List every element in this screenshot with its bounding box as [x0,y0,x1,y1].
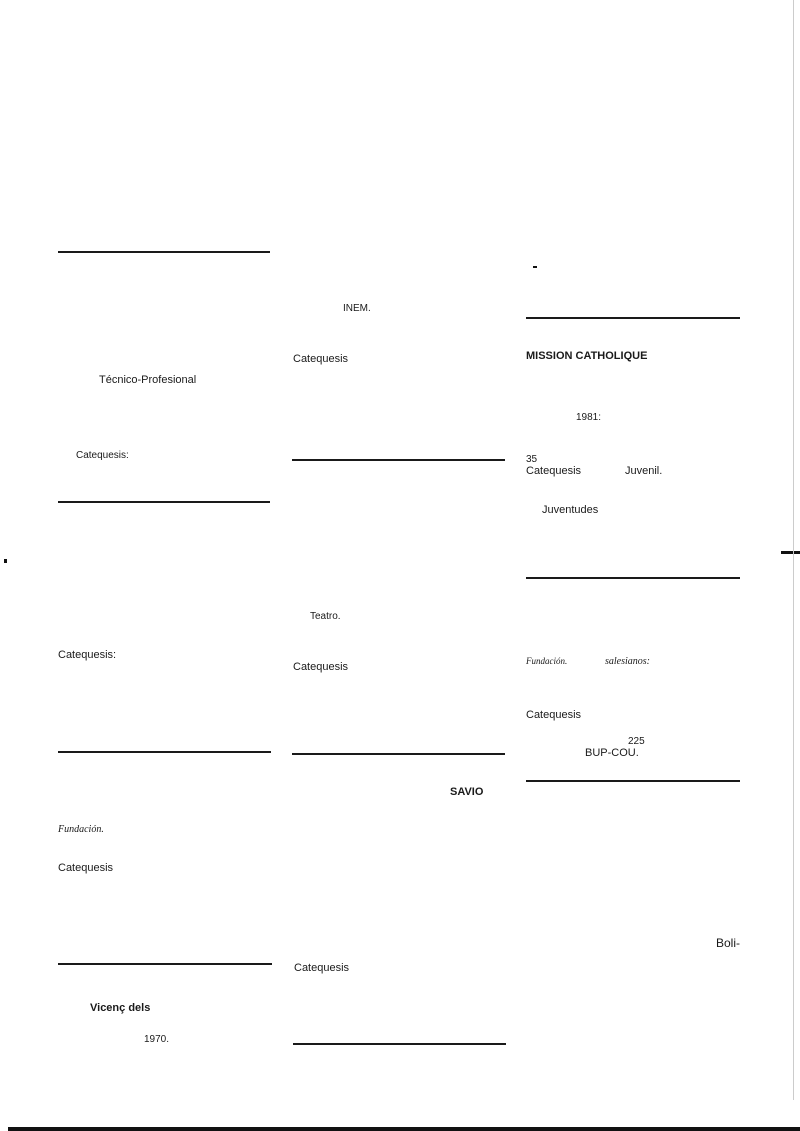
divider-rule [292,459,505,461]
year-1970-text: 1970. [144,1034,170,1045]
number-225-text: 225 [628,736,645,747]
divider-rule [58,251,270,253]
divider-rule [58,501,270,503]
divider-rule [526,317,740,319]
teatro-text: Teatro. [310,611,341,622]
right-scan-edge [793,0,794,1100]
catequesis-text: Catequesis [293,353,349,365]
bottom-border-rule [8,1127,800,1131]
year-1981-text: 1981: [576,412,602,423]
vicenc-dels-heading: Vicenç dels [90,1002,151,1014]
inem-text: INEM. [343,303,371,314]
mission-catholique-heading: MISSION CATHOLIQUE [526,350,648,362]
boli-text: Boli- [716,936,741,950]
fundacion-text: Fundación. [526,656,568,666]
bup-cou-text: BUP-COU. [585,747,639,759]
stray-mark [533,266,537,268]
divider-rule [58,963,272,965]
catequesis-text: Catequesis: [58,649,117,661]
catequesis-text: Catequesis [294,962,350,974]
right-edge-mark [781,551,800,554]
number-35-text: 35 [526,454,538,465]
tecnico-profesional-text: Técnico-Profesional [99,374,197,386]
fundacion-text: Fundación. [58,824,104,835]
catequesis-text: Catequesis [526,709,582,721]
catequesis-text: Catequesis [58,862,114,874]
savio-heading: SAVIO [450,786,484,798]
divider-rule [292,753,505,755]
juvenil-text: Juvenil. [625,465,663,477]
catequesis-text: Catequesis [526,465,582,477]
catequesis-text: Catequesis [293,661,349,673]
salesianos-text: salesianos: [605,656,650,667]
divider-rule [293,1043,506,1045]
divider-rule [526,577,740,579]
juventudes-text: Juventudes [542,504,599,516]
left-margin-mark [4,559,7,563]
catequesis-text: Catequesis: [76,450,129,461]
divider-rule [526,780,740,782]
divider-rule [58,751,271,753]
